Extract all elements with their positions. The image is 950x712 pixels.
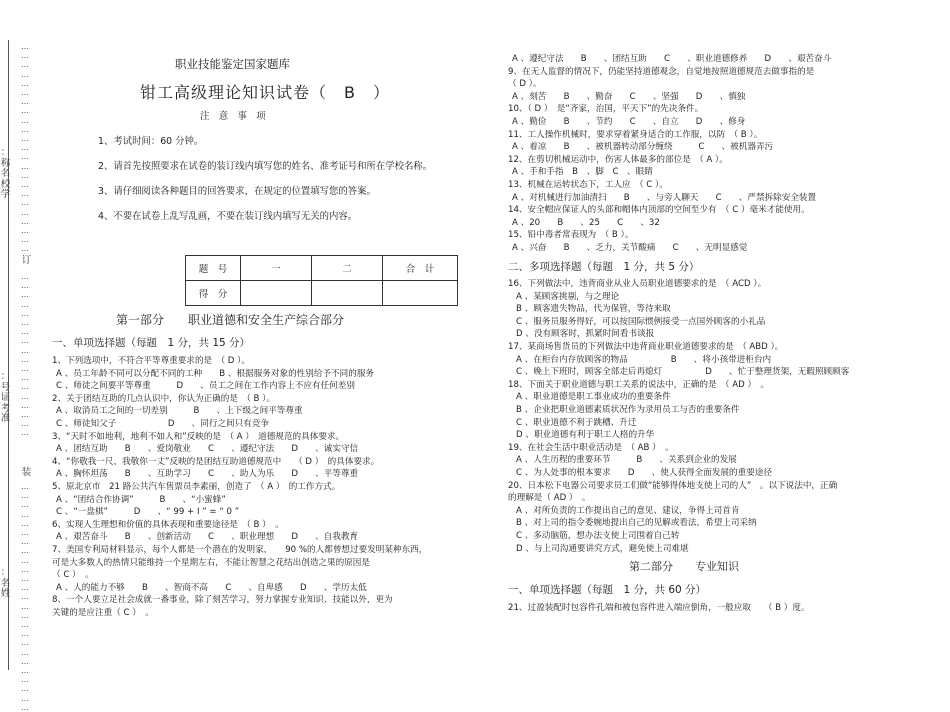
answer-option: D 、与上司沟通要讲究方式，避免使上司难堪 xyxy=(516,543,689,554)
answer-option: A 、员工年龄不同可以分配不同的工种 B 、根据服务对象的性别给予不同的服务 xyxy=(56,368,375,379)
section-heading: 一、单项选择题（每题 1 分，共 60 分） xyxy=(508,584,707,596)
question-item: 1、下列选项中，不符合平等尊重要求的是 （ D ）。 xyxy=(52,356,251,366)
part1-title: 第一部分 职业道德和安全生产综合部分 xyxy=(116,313,345,327)
answer-option: C 、“一盘棋” D 、“ 99 + I ” = “ 0 ” xyxy=(56,507,240,518)
score-table xyxy=(185,255,458,306)
question-item: 4、“你敬我一尺，我敬你一丈”反映的是团结互助道德规范中 （ D ） 的具体要求。 xyxy=(52,456,380,467)
part2-title: 第二部分 专业知识 xyxy=(629,560,739,573)
binding-label-ding: 订 xyxy=(21,255,32,266)
question-item: 13、机械在运转状态下，工人应 （ C ）。 xyxy=(508,180,668,190)
answer-option: C 、晚上下班时，顾客全部走后再熄灯 D 、忙于整理货架，无暇照顾顾客 xyxy=(516,367,850,378)
table-cell: 得 分 xyxy=(186,281,241,306)
answer-option: A 、在柜台内存放顾客的物品 B 、将小孩带进柜台内 xyxy=(516,354,772,365)
answer-option: A 、人的能力不够 B 、智商不高 C 、自卑感 D 、学历太低 xyxy=(56,582,367,593)
answer-option: A 、“团结合作协调” B 、“小蜜蜂” xyxy=(56,494,226,505)
answer-option: A 、对机械进行加油清扫 B 、与旁人聊天 C 、严禁拆除安全装置 xyxy=(512,192,817,203)
table-cell: 二 xyxy=(312,256,383,281)
answer-option: A 、团结互助 B 、爱岗敬业 C 、遵纪守法 D 、诚实守信 xyxy=(56,444,359,455)
question-item: 21、过盈装配时包容件孔端和被包容件进入端应倒角，一般应取 （ B ）度。 xyxy=(508,603,810,613)
answer-option: B 、顾客遗失物品，代为保管，等待来取 xyxy=(516,304,671,315)
question-item: （ D ）。 xyxy=(508,79,542,90)
question-item: 14、安全帽应保证人的头部和帽体内顶部的空间至少有 （ C ）毫米才能使用。 xyxy=(508,205,810,216)
answer-option: A 、艰苦奋斗 B 、创新活动 C 、职业理想 D 、自我教育 xyxy=(56,532,359,543)
question-bank-title: 职业技能鉴定国家题库 xyxy=(175,57,290,71)
question-item: 10、（ D ） 是“齐家，治国，平天下”的先决条件。 xyxy=(508,104,704,115)
question-item: 17、某商场售货员的下列做法中违背商业职业道德要求的是 （ ABD ）。 xyxy=(508,342,784,352)
question-item: 19、在社会生活中职业活动是 （ AB ） 。 xyxy=(508,442,674,453)
school-name-label: ：称名校学 xyxy=(0,147,11,200)
notice-title: 注 意 事 项 xyxy=(200,111,266,122)
table-cell: 合 计 xyxy=(383,256,458,281)
answer-option: A 、勤俭 B 、节约 C 、自立 D 、修身 xyxy=(512,117,746,127)
question-item: 可是大多数人的热情只能维持一个星期左右，不能让智慧之花结出创造之果的原因是 xyxy=(52,557,370,568)
binding-dots-top: … … … … … … … … … … … … … … … … … … … … … … … xyxy=(21,42,29,254)
question-item: 18、下面关于职业道德与职工关系的说法中，正确的是 （ AD ） 。 xyxy=(508,379,769,390)
score-input-cell[interactable] xyxy=(383,281,458,306)
answer-option: A 、某顾客挑剔，与之理论 xyxy=(516,291,620,302)
question-item: 15、铅中毒者常表现为 （ B ）。 xyxy=(508,230,634,241)
score-input-cell[interactable] xyxy=(241,281,312,306)
question-item: 的理解是（ AD ） 。 xyxy=(508,493,591,504)
question-item: 7、美国专利局材料显示，每个人都是一个潜在的发明家， 90 %的人都曾想过要发明某种东西， xyxy=(52,545,428,555)
table-cell: 一 xyxy=(241,256,312,281)
notice-item: 3、请仔细阅读各种题目的回答要求，在规定的位置填写您的答案。 xyxy=(98,186,376,197)
score-input-cell[interactable] xyxy=(312,281,383,306)
binding-dots-low: … … … … … … … … … … … … … … … … … … … … … … … … … xyxy=(21,482,29,712)
question-item: 3、“天时不如地利，地利不如人和”反映的是 （ A ） 道德规范的具体要求。 xyxy=(52,431,345,442)
question-item: 11、工人操作机械时，要求穿着紧身适合的工作服，以防 （ B ）。 xyxy=(508,129,763,140)
answer-option: B 、企业把职业道德素质状况作为录用员工与否的重要条件 xyxy=(516,405,740,415)
question-item: 关键的是应注重（ C ） 。 xyxy=(52,608,154,618)
answer-option: C 、为人处事的根本要求 D 、使人获得全面发展的重要途径 xyxy=(516,468,772,478)
table-row xyxy=(186,256,458,281)
answer-option: A 、胸怀坦荡 B 、互助学习 C 、助人为乐 D 、平等尊重 xyxy=(56,469,359,480)
question-item: 2、关于团结互助的几点认识中，你认为正确的是 （ B ）。 xyxy=(52,393,276,404)
question-item: 20、日本松下电器公司要求员工们做“能够得体地支使上司的人” 。以下说法中，正确 xyxy=(508,480,838,491)
answer-option: A 、兴奋 B 、乏力，关节酸痛 C 、无明显感觉 xyxy=(512,243,748,253)
question-item: 12、在剪切机械运动中，伤害人体最多的部位是 （ A ）。 xyxy=(508,154,728,165)
binding-label-zhuang: 装 xyxy=(21,467,32,478)
answer-option: A 、取消员工之间的一切差别 B 、上下级之间平等尊重 xyxy=(56,406,303,417)
question-item: （ C ） 。 xyxy=(52,570,94,581)
answer-option: A 、职业道德是职工事业成功的重要条件 xyxy=(516,392,671,403)
section-heading: 二、多项选择题（每题 1 分，共 5 分） xyxy=(508,261,700,273)
answer-option: C 、服务员服务得好，可以按国际惯例接受一点国外顾客的小礼品 xyxy=(516,316,766,327)
exam-number-label: ：号证考准 xyxy=(0,371,11,424)
answer-option: C 、职业道德不利于跳槽、升迁 xyxy=(516,417,637,428)
answer-option: C 、师徒知父子 D 、同行之间只有竞争 xyxy=(56,419,270,429)
table-cell: 题 号 xyxy=(186,256,241,281)
answer-option: A 、对所负责的工作提出自己的意见、建议，争得上司首肯 xyxy=(516,505,740,516)
answer-option: B 、对上司的指令委婉地提出自己的见解或看法，希望上司采纳 xyxy=(516,518,757,529)
exam-title: 钳工高级理论知识试卷（ B ） xyxy=(140,83,390,102)
student-name-label: ：名姓 xyxy=(0,567,11,599)
question-item: 6、实现人生理想和价值的具体表现和重要途径是 （ B ） 。 xyxy=(52,519,284,530)
notice-item: 1、考试时间：60 分钟。 xyxy=(98,136,204,147)
answer-option: C 、多动脑筋，想办法支使上司围着自己转 xyxy=(516,531,680,541)
question-item: 5、原北京市 21 路公共汽车售票员李素丽，创造了 （ A ） 的工作方式。 xyxy=(52,482,341,492)
answer-option: A 、人生历程的重要环节 B 、关系到企业的发展 xyxy=(516,455,737,466)
section-heading: 一、单项选择题（每题 1 分，共 15 分） xyxy=(52,337,251,349)
answer-option: A 、20 B 、25 C 、32 xyxy=(512,217,660,228)
question-item: 16、下列做法中，违背商业从业人员职业道德要求的是 （ ACD ）。 xyxy=(508,279,767,289)
answer-option: A 、着凉 B 、被机器转动部分缠绕 C 、被机器弄污 xyxy=(512,142,774,153)
binding-dots-mid: … … … … … … … … … … … … … … … … … … xyxy=(21,272,29,438)
answer-option: A 、遵纪守法 B 、团结互助 C 、职业道德修养 D 、艰苦奋斗 xyxy=(512,54,832,64)
answer-option: C 、师徒之间要平等尊重 D 、员工之间在工作内容上不应有任何差别 xyxy=(56,381,355,392)
question-item: 9、在无人监督的情况下，仍能坚持道德观念，自觉地按照道德规范去做事指的是 xyxy=(508,66,815,77)
notice-item: 4、不要在试卷上乱写乱画，不要在装订线内填写无关的内容。 xyxy=(98,211,358,222)
table-row xyxy=(186,281,458,306)
answer-option: A 、刻苦 B 、勤奋 C 、坚强 D 、慎独 xyxy=(512,91,746,102)
answer-option: A 、手和手指 B 、脚 C 、眼睛 xyxy=(512,167,653,178)
notice-item: 2、请首先按照要求在试卷的装订线内填写您的姓名、准考证号和所在学校名称。 xyxy=(98,161,433,172)
question-item: 8、一个人要立足社会成就一番事业，除了刻苦学习，努力掌握专业知识、技能以外，更为 xyxy=(52,595,393,606)
answer-option: D 、职业道德有利于职工人格的升华 xyxy=(516,430,655,441)
answer-option: D 、没有顾客时，抓紧时间看书谈报 xyxy=(516,329,655,340)
